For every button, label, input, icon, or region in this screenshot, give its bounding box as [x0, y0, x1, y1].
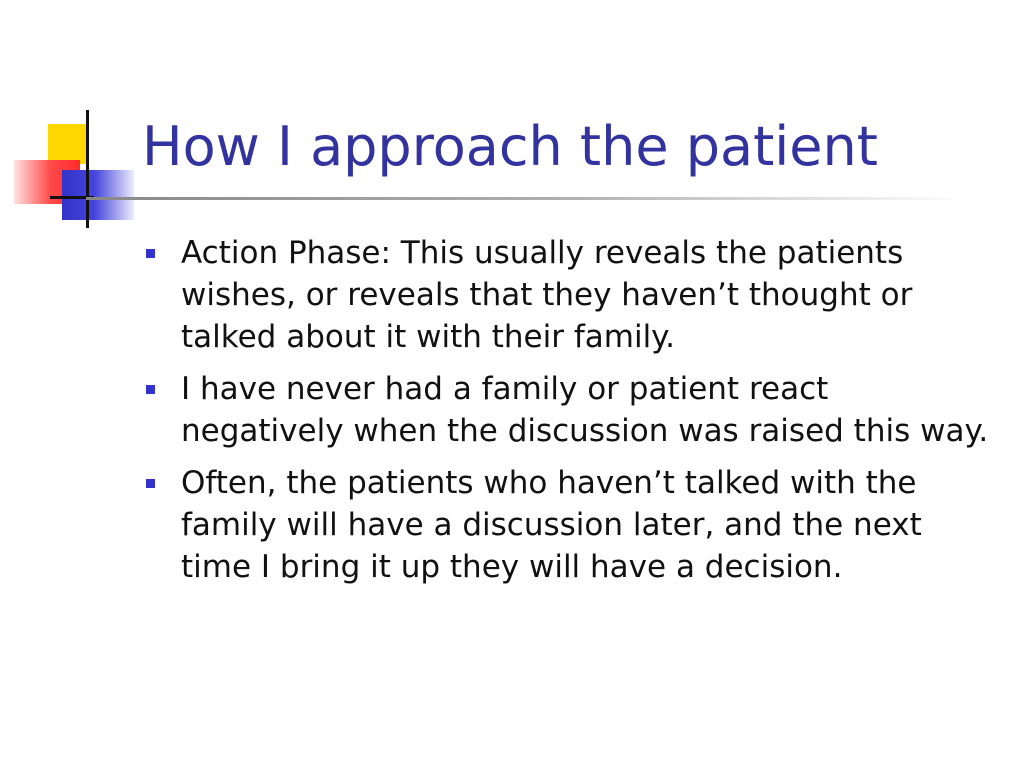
- bullet-text: I have never had a family or patient react negatively when the discussion was raised this way.: [181, 371, 989, 449]
- blue-square: [62, 170, 134, 220]
- bullet-text: Often, the patients who haven’t talked with the family will have a discussion later, and the next time I bring it up they will have a decision.: [181, 465, 922, 585]
- square-bullet-icon: [146, 479, 155, 488]
- square-bullet-icon: [146, 249, 155, 258]
- vertical-line: [86, 110, 89, 228]
- title-underline: [86, 197, 966, 200]
- overlapping-squares-logo: [0, 0, 140, 240]
- slide-title: How I approach the patient: [142, 115, 878, 178]
- bullet-item: [140, 232, 1000, 358]
- bullet-list: [140, 232, 1000, 598]
- bullet-item: [140, 368, 1000, 452]
- square-bullet-icon: [146, 385, 155, 394]
- bullet-text: Action Phase: This usually reveals the patients wishes, or reveals that they haven’t thought or talked about it with their family.: [181, 235, 913, 355]
- yellow-square: [48, 124, 88, 164]
- bullet-item: [140, 462, 1000, 588]
